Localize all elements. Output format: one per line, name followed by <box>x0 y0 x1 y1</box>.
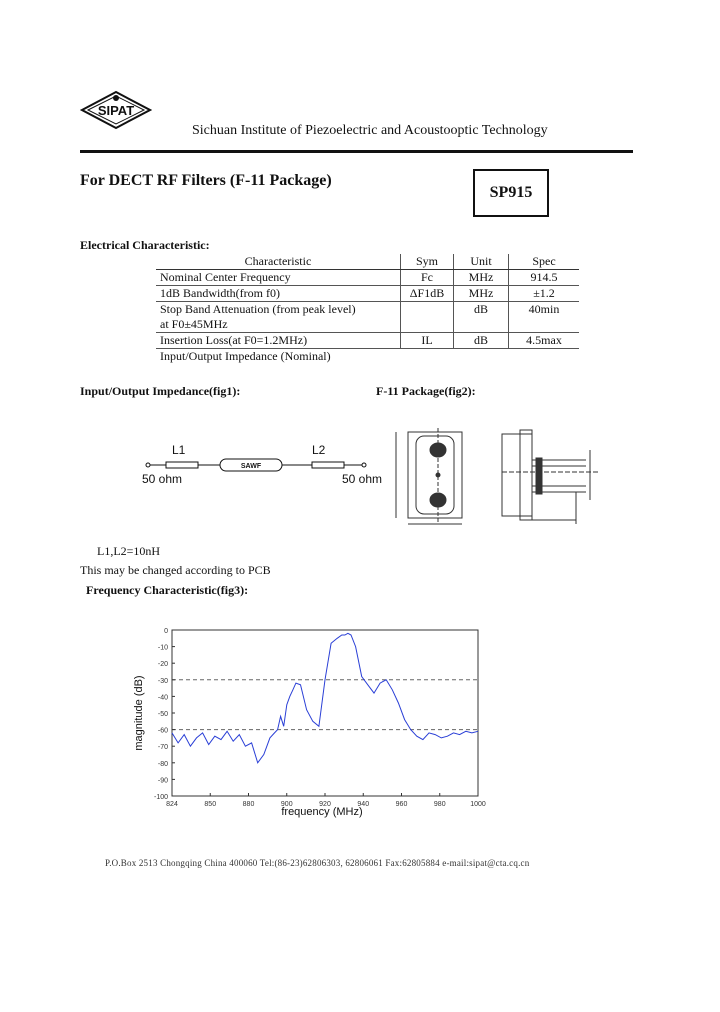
x-axis-label: frequency (MHz) <box>281 806 363 818</box>
cell-characteristic-line2: at F0±45MHz <box>160 317 228 331</box>
x-tick-label: 960 <box>395 801 408 808</box>
l1-label: L1 <box>172 443 186 457</box>
cell-sym: Fc <box>401 270 454 286</box>
table-row <box>156 286 579 302</box>
fig1-circuit <box>140 436 390 488</box>
x-tick-label: 920 <box>319 801 331 808</box>
cell-unit: MHz <box>454 270 509 286</box>
cell-spec: ±1.2 <box>509 286 580 302</box>
y-tick-label: -10 <box>157 644 168 652</box>
institute-name: Sichuan Institute of Piezoelectric and Acoustooptic Technology <box>192 123 548 138</box>
col-spec: Spec <box>509 254 580 270</box>
cell-unit: dB <box>454 302 509 333</box>
cell-sym: ΔF1dB <box>401 286 454 302</box>
x-tick-label: 880 <box>242 801 255 808</box>
logo-text: SIPAT <box>97 103 135 118</box>
plot-frame <box>172 630 478 796</box>
cell-spec: 4.5max <box>509 333 580 349</box>
footer-contact: P.O.Box 2513 Chongqing China 400060 Tel:(86-23)62806303, 62806061 Fax:62805884 e-mail:sipat@cta.cq.cn <box>105 858 530 868</box>
cell-characteristic: Input/Output Impedance (Nominal) <box>160 349 331 363</box>
y-tick-label: -40 <box>157 694 168 702</box>
electrical-heading: Electrical Characteristic: <box>80 238 210 252</box>
table-row <box>156 349 579 365</box>
y-tick-label: -20 <box>157 661 168 669</box>
l2-label: L2 <box>312 443 326 457</box>
cell-characteristic: 1dB Bandwidth(from f0) <box>156 286 401 302</box>
cell-characteristic <box>156 302 401 333</box>
y-tick-label: 0 <box>164 628 168 635</box>
header-rule <box>80 150 633 153</box>
cell-sym <box>401 302 454 333</box>
inductor-note: L1,L2=10nH <box>97 544 161 558</box>
part-number: SP915 <box>489 184 533 201</box>
sipat-logo <box>80 90 152 130</box>
x-tick-label: 900 <box>280 801 293 808</box>
fig2-heading: F-11 Package(fig2): <box>376 384 476 398</box>
cell-spec <box>509 302 580 333</box>
y-tick-label: -60 <box>157 727 168 735</box>
y-axis-label: magnitude (dB) <box>133 675 145 751</box>
inductor-l2 <box>312 462 344 468</box>
part-number-box <box>473 169 549 217</box>
col-characteristic: Characteristic <box>156 254 401 270</box>
saw-label: SAWF <box>240 463 262 470</box>
y-tick-label: -80 <box>157 760 168 768</box>
fig1-heading: Input/Output Impedance(fig1): <box>80 384 241 398</box>
cell-unit: MHz <box>454 286 509 302</box>
y-tick-label: -90 <box>157 777 168 785</box>
x-tick-label: 850 <box>204 801 217 808</box>
left-load-label: 50 ohm <box>142 472 183 486</box>
series-line <box>172 633 478 763</box>
table-row <box>156 270 579 286</box>
spec-table <box>156 254 579 364</box>
cell-characteristic: Nominal Center Frequency <box>156 270 401 286</box>
fig3-heading: Frequency Characteristic(fig3): <box>86 583 249 597</box>
cell-sym <box>401 349 454 365</box>
cell-spec: 914.5 <box>509 270 580 286</box>
x-tick-label: 824 <box>166 801 178 808</box>
y-tick-label: -100 <box>153 794 168 801</box>
cell-characteristic: Insertion Loss(at F0=1.2MHz) <box>156 333 401 349</box>
x-tick-label: 1000 <box>470 801 486 808</box>
cell-spec <box>509 349 580 365</box>
grid-lines <box>172 680 478 730</box>
col-sym: Sym <box>401 254 454 270</box>
y-tick-label: -70 <box>157 744 168 752</box>
cell-sym: IL <box>401 333 454 349</box>
table-header-row <box>156 254 579 270</box>
cell-unit <box>454 349 509 365</box>
cell-spec-line2: 40min <box>528 302 560 316</box>
x-tick-label: 980 <box>433 801 446 808</box>
x-tick-label: 940 <box>357 801 370 808</box>
inductor-l1 <box>166 462 198 468</box>
cell-characteristic-line1: Stop Band Attenuation (from peak level) <box>160 302 356 316</box>
right-load-label: 50 ohm <box>342 472 383 486</box>
frequency-chart <box>120 620 490 825</box>
product-title: For DECT RF Filters (F-11 Package) <box>80 172 332 189</box>
table-row <box>156 333 579 349</box>
cell-unit: dB <box>454 333 509 349</box>
table-row <box>156 302 579 333</box>
col-unit: Unit <box>454 254 509 270</box>
y-tick-label: -30 <box>157 677 168 685</box>
fig2-package-drawing <box>390 420 610 530</box>
y-tick-label: -50 <box>157 711 168 718</box>
pcb-note: This may be changed according to PCB <box>80 563 271 577</box>
